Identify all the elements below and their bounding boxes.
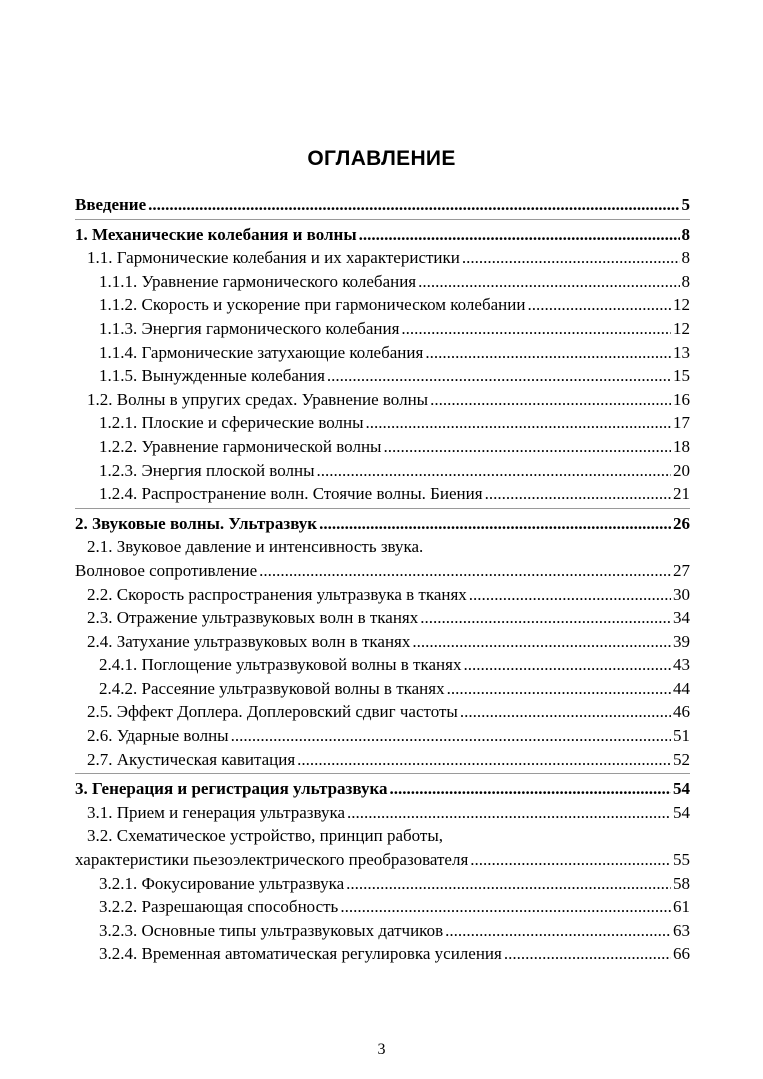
toc-entry-page: 26 (673, 513, 690, 533)
toc-entry-page: 34 (673, 608, 690, 628)
toc-entry-page: 54 (673, 802, 690, 822)
dot-leader (319, 512, 671, 536)
dot-leader (366, 411, 671, 435)
section-divider (75, 773, 690, 774)
toc-entry-2-7[interactable] (75, 748, 690, 772)
dot-leader (470, 848, 671, 872)
toc-entry-page: 8 (681, 224, 690, 244)
toc-entry-page: 51 (673, 726, 690, 746)
toc-entry-2-5[interactable] (75, 700, 690, 724)
dot-leader (340, 895, 671, 919)
toc-entry-1-2-4[interactable] (75, 482, 690, 506)
dot-leader (390, 777, 672, 801)
toc-entry-label: 1.1.4. Гармонические затухающие колебания (99, 342, 424, 362)
dot-leader (317, 459, 672, 483)
toc-entry-3-2-4[interactable] (75, 942, 690, 966)
toc-entry-label: 1.1.3. Энергия гармонического колебания (99, 318, 400, 338)
toc-entry-page: 58 (673, 873, 690, 893)
dot-leader (347, 801, 671, 825)
toc-entry-label: 3.2.4. Временная автоматическая регулировка усиления (99, 944, 502, 964)
toc-entry-2-4-1[interactable] (75, 653, 690, 677)
dot-leader (412, 630, 671, 654)
table-of-contents (75, 193, 690, 966)
toc-entry-page: 66 (673, 944, 690, 964)
toc-entry-2-6[interactable] (75, 724, 690, 748)
toc-chapter-1[interactable] (75, 223, 690, 247)
dot-leader (418, 270, 679, 294)
toc-entry-label: 2.4.1. Поглощение ультразвуковой волны в тканях (99, 655, 462, 675)
toc-entry-label: Введение (75, 195, 147, 214)
section-divider (75, 219, 690, 220)
toc-entry-1-2-3[interactable] (75, 459, 690, 483)
dot-leader (447, 677, 671, 701)
toc-entry-page: 20 (673, 460, 690, 480)
toc-entry-1-1-1[interactable] (75, 270, 690, 294)
toc-entry-label: 2.4. Затухание ультразвуковых волн в тканях (87, 631, 411, 651)
toc-entry-2-4[interactable] (75, 630, 690, 654)
toc-entry-label: 2.6. Ударные волны (87, 726, 229, 746)
dot-leader (346, 872, 671, 896)
page-number: 3 (377, 1041, 386, 1058)
toc-entry-label: 1.1. Гармонические колебания и их характеристики (87, 248, 460, 268)
page-title: ОГЛАВЛЕНИЕ (307, 147, 456, 170)
toc-entry-2-1[interactable] (75, 559, 690, 583)
toc-entry-page: 27 (673, 560, 690, 580)
toc-entry-page: 61 (673, 897, 690, 917)
dot-leader (504, 942, 671, 966)
toc-entry-label: 2. Звуковые волны. Ультразвук (75, 513, 318, 533)
toc-entry-page: 13 (673, 342, 690, 362)
toc-entry-1-2-1[interactable] (75, 411, 690, 435)
dot-leader (462, 246, 680, 270)
toc-entry-label: 1.1.2. Скорость и ускорение при гармоническом колебании (99, 295, 526, 315)
toc-entry-introduction[interactable] (75, 193, 690, 217)
toc-entry-page: 8 (681, 248, 690, 268)
dot-leader (297, 748, 671, 772)
toc-entry-3-1[interactable] (75, 801, 690, 825)
toc-entry-2-3[interactable] (75, 606, 690, 630)
toc-entry-page: 54 (673, 779, 690, 799)
dot-leader (425, 341, 671, 365)
dot-leader (383, 435, 671, 459)
toc-entry-label: 3.2.1. Фокусирование ультразвука (99, 873, 345, 893)
toc-entry-page: 44 (673, 678, 690, 698)
toc-entry-page: 63 (673, 920, 690, 940)
dot-leader (460, 700, 671, 724)
toc-entry-label: 2.4.2. Рассеяние ультразвуковой волны в тканях (99, 678, 445, 698)
toc-chapter-2[interactable] (75, 512, 690, 536)
toc-entry-label: 2.3. Отражение ультразвуковых волн в тканях (87, 608, 419, 628)
toc-entry-3-2-line1[interactable]: 3.2. Схематическое устройство, принцип работы, (87, 826, 444, 846)
toc-entry-2-1-line1[interactable]: 2.1. Звуковое давление и интенсивность звука. (87, 537, 424, 557)
toc-entry-page: 5 (681, 195, 690, 214)
dot-leader (527, 293, 671, 317)
toc-entry-label: 2.7. Акустическая кавитация (87, 749, 296, 769)
toc-entry-1-1[interactable] (75, 246, 690, 270)
toc-entry-label: 1.2.4. Распространение волн. Стоячие волны. Биения (99, 484, 483, 504)
toc-entry-page: 43 (673, 655, 690, 675)
toc-entry-label: 3.2.3. Основные типы ультразвуковых датчиков (99, 920, 444, 940)
toc-entry-page: 17 (673, 413, 690, 433)
dot-leader (420, 606, 671, 630)
dot-leader (359, 223, 680, 247)
dot-leader (231, 724, 671, 748)
toc-entry-page: 12 (673, 318, 690, 338)
dot-leader (469, 583, 671, 607)
toc-entry-label: 1.2. Волны в упругих средах. Уравнение волны (87, 389, 429, 409)
toc-entry-page: 18 (673, 436, 690, 456)
toc-entry-label: 3. Генерация и регистрация ультразвука (75, 779, 388, 799)
toc-entry-1-1-2[interactable] (75, 293, 690, 317)
dot-leader (463, 653, 671, 677)
toc-entry-2-4-2[interactable] (75, 677, 690, 701)
dot-leader (485, 482, 671, 506)
toc-entry-1-1-4[interactable] (75, 341, 690, 365)
toc-entry-label: 2.2. Скорость распространения ультразвука в тканях (87, 584, 467, 604)
toc-entry-label: 1.2.2. Уравнение гармонической волны (99, 436, 382, 456)
toc-entry-1-2-2[interactable] (75, 435, 690, 459)
toc-entry-3-2-2[interactable] (75, 895, 690, 919)
toc-entry-3-2[interactable] (75, 848, 690, 872)
toc-entry-page: 12 (673, 295, 690, 315)
toc-entry-page: 52 (673, 749, 690, 769)
toc-chapter-3[interactable] (75, 777, 690, 801)
toc-entry-label: 1.1.1. Уравнение гармонического колебания (99, 271, 417, 291)
dot-leader (430, 388, 671, 412)
toc-entry-3-2-1[interactable] (75, 872, 690, 896)
toc-entry-page: 55 (673, 850, 690, 870)
toc-entry-label: 1.2.3. Энергия плоской волны (99, 460, 315, 480)
toc-entry-3-2-3[interactable] (75, 919, 690, 943)
section-divider (75, 508, 690, 509)
dot-leader (148, 193, 679, 217)
dot-leader (327, 364, 671, 388)
toc-entry-1-2[interactable] (75, 388, 690, 412)
toc-entry-label: 1.2.1. Плоские и сферические волны (99, 413, 364, 433)
toc-entry-page: 30 (673, 584, 690, 604)
toc-entry-label: 3.2.2. Разрешающая способность (99, 897, 339, 917)
dot-leader (445, 919, 671, 943)
toc-entry-page: 15 (673, 366, 690, 386)
dot-leader (259, 559, 671, 583)
toc-entry-page: 39 (673, 631, 690, 651)
toc-entry-page: 46 (673, 702, 690, 722)
toc-entry-label: 3.1. Прием и генерация ультразвука (87, 802, 346, 822)
toc-entry-page: 21 (673, 484, 690, 504)
toc-entry-page: 16 (673, 389, 690, 409)
toc-entry-label: 1.1.5. Вынужденные колебания (99, 366, 325, 386)
toc-entry-1-1-5[interactable] (75, 364, 690, 388)
toc-entry-2-2[interactable] (75, 583, 690, 607)
toc-entry-label: 1. Механические колебания и волны (75, 224, 357, 244)
toc-entry-page: 8 (681, 271, 690, 291)
toc-entry-label: 2.5. Эффект Доплера. Доплеровский сдвиг частоты (87, 702, 458, 722)
toc-entry-label: Волновое сопротивление (75, 560, 258, 580)
toc-entry-1-1-3[interactable] (75, 317, 690, 341)
toc-entry-label: характеристики пьезоэлектрического преобразователя (75, 850, 469, 870)
dot-leader (401, 317, 671, 341)
